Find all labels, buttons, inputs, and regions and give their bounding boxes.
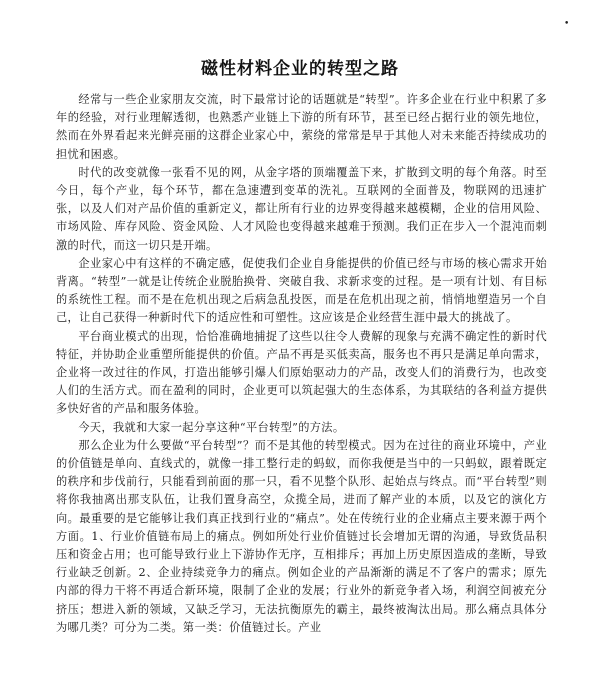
paragraph: 平台商业模式的出现，恰恰准确地捕捉了这些以往令人费解的现象与充满不确定性的新时代特征，并协助企业重塑所能提供的价值。产品不再是买低卖高，服务也不再只是满足单向需求，企业将一改过往的作风，打造出能够引爆人们原始驱动力的产品，改变人们的消费行为，也改变人们的生活方式。而在盈利的同时，企业更可以筑起强大的生态体系，为其联结的各利益方提供多快好省的产品和服务体验。	[56, 329, 547, 416]
paragraph: 那么企业为什么要做“平台转型”？而不是其他的转型模式。因为在过往的商业环境中，产业的价值链是单向、直线式的，就像一排工整行走的蚂蚁，而你我便是当中的一只蚂蚁，跟着既定的秩序和步伐前行，只能看到前面的那一只，看不见整个队形、起始点与终点。而“平台转型”则将你我抽离出那支队伍，让我们置身高空，众揽全局，进而了解产业的本质，以及它的演化方向。最重要的是它能够让我们真正找到行业的“痛点”。处在传统行业的企业痛点主要来源于两个方面。1、行业价值链布局上的痛点。例如所处行业价值链过长会增加无谓的沟通，导致货品积压和资金占用；也可能导致行业上下游协作无序，互相排斥；再加上历史原因造成的垄断，导致行业缺乏创新。2、企业持续竞争力的痛点。例如企业的产品渐渐的满足不了客户的需求；原先内部的得力干将不再适合新环境，限制了企业的发展；行业外的新竞争者入场，利润空间被充分挤压；想进入新的领域，又缺乏学习，无法抗衡原先的霸主，最终被淘汰出局。那么痛点具体分为哪几类？可分为二类。第一类：价值链过长。产业	[56, 438, 547, 634]
document-title: 磁性材料企业的转型之路	[201, 59, 399, 79]
paragraph: 企业家心中有这样的不确定感，促使我们企业自身能提供的价值已经与市场的核心需求开始背离。“转型”一就是让传统企业脱胎换骨、突破自我、求新求变的过程。是一项有计划、有目标的系统性工程。而不是在危机出现之后病急乱投医，而是在危机出现之前，悄悄地塑造另一个自己，让自己获得一种新时代下的适应性和可塑性。这应该是企业经营生涯中最大的挑战了。	[56, 256, 547, 325]
paragraph: 今天，我就和大家一起分享这种“平台转型”的方法。	[78, 420, 345, 434]
document-body	[56, 91, 547, 637]
corner-dot-mark: •	[564, 19, 570, 29]
paragraph: 时代的改变就像一张看不见的网，从金字塔的顶端覆盖下来，扩散到文明的每个角落。时至今日，每个产业，每个环节，都在急速遭到变革的洗礼。互联网的全面普及，物联网的迅速扩张，以及人们对产品价值的重新定义，都让所有行业的边界变得越来越模糊，企业的信用风险、市场风险、库存风险、资金风险、人才风险也变得越来越难于预测。我们正在步入一个混沌而刺激的时代，而这一切只是开端。	[56, 165, 547, 252]
paragraph: 经常与一些企业家朋友交流，时下最常讨论的话题就是“转型”。许多企业在行业中积累了多年的经验，对行业理解透彻，也熟悉产业链上下游的所有环节，甚至已经占据行业的领先地位，然而在外界看起来光鲜亮丽的这群企业家心中，萦绕的常常是早于其他人对未来能否持续成功的担忧和困惑。	[56, 93, 547, 161]
